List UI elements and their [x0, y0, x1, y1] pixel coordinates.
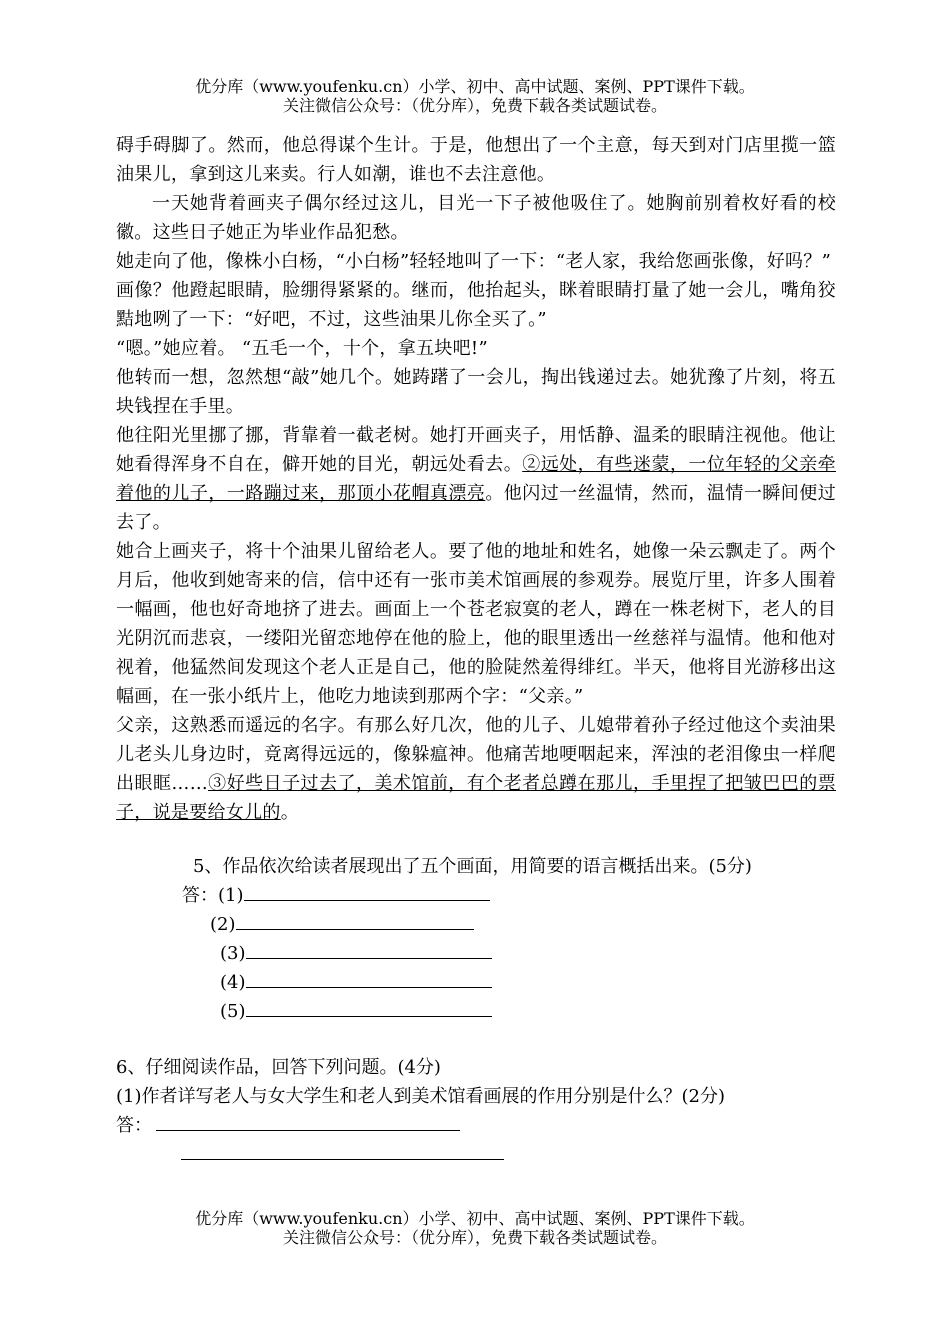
q6-answer-row-2: [181, 1140, 504, 1169]
q5-answer-label: 答：: [182, 885, 218, 906]
passage-paragraph-7: [116, 421, 836, 537]
q5-answer-row-5: [220, 997, 492, 1026]
q5-item-label-5: (5): [220, 1001, 246, 1022]
passage-paragraph-3: 她走向了他，像株小白杨，“小白杨”轻轻地叫了一下：“老人家，我给您画张像，好吗？”: [116, 251, 832, 272]
passage-paragraph-4: 画像？他蹬起眼睛，脸绷得紧紧的。继而，他抬起头，眯着眼睛打量了她一会儿，嘴角狡黠地咧了一下：“好吧，不过，这些油果儿你全买了。”: [116, 280, 836, 330]
q6-answer-blank-2[interactable]: [181, 1141, 504, 1160]
header-line-1: 优分库（www.youfenku.cn）小学、初中、高中试题、案例、PPT课件下载。: [195, 77, 755, 96]
passage-paragraph-9: [116, 711, 836, 827]
q5-answer-blank-4[interactable]: [246, 969, 492, 988]
passage-paragraph-1: 碍手碍脚了。然而，他总得谋个生计。于是，他想出了一个主意，每天到对门店里揽一篮油果儿，拿到这儿来卖。行人如潮，谁也不去注意他。: [116, 135, 836, 185]
q5-answer-blank-3[interactable]: [246, 940, 492, 959]
passage-paragraph-6: 他转而一想，忽然想“敲”她几个。她踌躇了一会儿，掏出钱递过去。她犹豫了片刻，将五块钱捏在手里。: [116, 367, 836, 417]
q5-answer-row-3: [220, 939, 492, 968]
underlined-sentence-3: ③好些日子过去了，美术馆前，有个老者总蹲在那儿，手里捏了把皱巴巴的票子，说是要给女儿的: [116, 773, 836, 823]
p9-text-a: 父亲，这熟悉而遥远的名字。有那么好几次，他的儿子、儿媳带着孙子经过他这个卖油果儿老头儿身边时，竟离得远远的，像躲瘟神。他痛苦地哽咽起来，浑浊的老泪像虫一样爬出眼眶……: [116, 715, 836, 794]
q5-answer-row-4: [220, 968, 492, 997]
reading-passage: [116, 131, 836, 827]
p7-text-b: 。他闪过一丝温情，然而，温情一瞬间便过去了。: [116, 483, 836, 533]
q5-item-label-1: (1): [218, 885, 244, 906]
q5-answer-blank-2[interactable]: [236, 911, 474, 930]
page-header: [0, 77, 950, 115]
footer-line-2: 关注微信公众号：（优分库），免费下载各类试题试卷。: [282, 1228, 667, 1247]
footer-line-1: 优分库（www.youfenku.cn）小学、初中、高中试题、案例、PPT课件下载。: [195, 1209, 755, 1228]
q5-answer-row-1: [182, 881, 490, 910]
question-6-sub-1: (1)作者详写老人与女大学生和老人到美术馆看画展的作用分别是什么？(2分): [116, 1086, 725, 1107]
q6-answer-row-1: [116, 1111, 460, 1140]
q6-answer-label: 答：: [116, 1115, 152, 1136]
header-line-2: 关注微信公众号：（优分库），免费下载各类试题试卷。: [282, 96, 667, 115]
q5-answer-blank-5[interactable]: [246, 998, 492, 1017]
q6-answer-blank-1[interactable]: [156, 1112, 460, 1131]
passage-paragraph-5: “嗯。”她应着。 “五毛一个，十个，拿五块吧!”: [116, 338, 488, 359]
page-footer: [0, 1209, 950, 1247]
p9-text-b: 。: [280, 802, 300, 823]
passage-paragraph-8: 她合上画夹子，将十个油果儿留给老人。要了他的地址和姓名，她像一朵云飘走了。两个月后，他收到她寄来的信，信中还有一张市美术馆画展的参观券。展览厅里，许多人围着一幅画，他也好奇地挤了进去。画面上一个苍老寂寞的老人，蹲在一株老树下，老人的目光阴沉而悲哀，一缕阳光留恋地停在他的脸上，他的眼里透出一丝慈祥与温情。他和他对视着，他猛然间发现这个老人正是自己，他的脸陡然羞得绯红。半天，他将目光游移出这幅画，在一张小纸片上，他吃力地读到那两个字：“父亲。”: [116, 541, 836, 707]
p7-text-a: 他往阳光里挪了挪，背靠着一截老树。她打开画夹子，用恬静、温柔的眼睛注视他。他让她看得浑身不自在，僻开她的目光，朝远处看去。: [116, 425, 836, 475]
q5-item-label-2: (2): [210, 914, 236, 935]
underlined-sentence-2: ②远处，有些迷蒙，一位年轻的父亲牵着他的儿子，一路蹦过来，那顶小花帽真漂亮: [116, 454, 836, 504]
q5-item-label-3: (3): [220, 943, 246, 964]
question-5-title: 5、作品依次给读者展现出了五个画面，用简要的语言概括出来。(5分): [193, 856, 752, 877]
question-6-title: 6、仔细阅读作品，回答下列问题。(4分): [116, 1057, 441, 1078]
passage-paragraph-2: 一天她背着画夹子偶尔经过这儿，目光一下子被他吸住了。她胸前别着枚好看的校徽。这些日子她正为毕业作品犯愁。: [116, 193, 836, 243]
q5-item-label-4: (4): [220, 972, 246, 993]
q5-answer-blank-1[interactable]: [244, 882, 490, 901]
q5-answer-row-2: [210, 910, 474, 939]
